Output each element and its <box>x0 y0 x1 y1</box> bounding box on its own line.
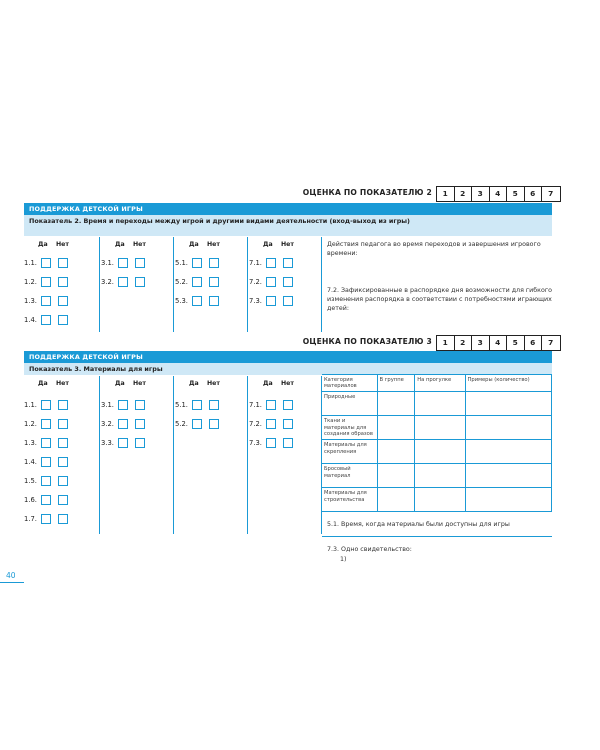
yes-label: Да <box>115 241 125 248</box>
no-checkbox[interactable] <box>209 400 219 410</box>
table-header-cell: В группе <box>377 375 415 392</box>
entry-cell[interactable] <box>465 464 552 488</box>
entry-cell[interactable] <box>377 488 415 512</box>
item-label: 1.4. <box>24 458 37 466</box>
table-header-cell: Примеры (количество) <box>465 375 552 392</box>
entry-cell[interactable] <box>377 392 415 416</box>
yes-checkbox[interactable] <box>266 400 276 410</box>
table-row <box>322 392 552 416</box>
score-option-4[interactable]: 4 <box>490 187 508 201</box>
table-header-cell: На прогулке <box>415 375 465 392</box>
schedule-flexibility-note: 7.2. Зафиксированные в распорядке дня возможности для гибкого изменения распорядка в соответствии с потребностями играющих детей: <box>327 287 552 312</box>
table-row <box>322 464 552 488</box>
score-option-3[interactable]: 3 <box>472 187 490 201</box>
yes-checkbox[interactable] <box>192 258 202 268</box>
score-option-3[interactable]: 3 <box>472 336 490 350</box>
item-label: 1.6. <box>24 496 37 504</box>
item-label: 5.2. <box>175 278 188 286</box>
no-checkbox[interactable] <box>135 277 145 287</box>
no-checkbox[interactable] <box>58 495 68 505</box>
entry-cell[interactable] <box>415 440 465 464</box>
score-row-indicator-3 <box>0 335 600 351</box>
no-label: Нет <box>207 380 220 387</box>
category-cell: Материалы для строительства <box>322 488 377 512</box>
item-label: 1.2. <box>24 278 37 286</box>
yes-checkbox[interactable] <box>266 438 276 448</box>
no-checkbox[interactable] <box>209 419 219 429</box>
entry-cell[interactable] <box>465 440 552 464</box>
yes-checkbox[interactable] <box>41 277 51 287</box>
yes-checkbox[interactable] <box>41 315 51 325</box>
category-cell: Материалы для скрепления <box>322 440 377 464</box>
entry-cell[interactable] <box>377 440 415 464</box>
item-label: 5.3. <box>175 297 188 305</box>
no-label: Нет <box>133 241 146 248</box>
item-label: 7.2. <box>249 420 262 428</box>
yes-label: Да <box>189 380 199 387</box>
entry-cell[interactable] <box>465 488 552 512</box>
score-option-7[interactable]: 7 <box>548 189 554 198</box>
checklist-column <box>249 237 322 332</box>
item-label: 5.2. <box>175 420 188 428</box>
table-row <box>322 488 552 512</box>
no-checkbox[interactable] <box>283 277 293 287</box>
category-cell: Природные <box>322 392 377 416</box>
yes-checkbox[interactable] <box>266 258 276 268</box>
indicator-title: Показатель 2. Время и переходы между игрой и другими видами деятельности (вход-выход из игры) <box>24 215 552 236</box>
no-checkbox[interactable] <box>58 258 68 268</box>
no-checkbox[interactable] <box>209 296 219 306</box>
no-label: Нет <box>281 380 294 387</box>
entry-cell[interactable] <box>415 416 465 440</box>
section-bar: ПОДДЕРЖКА ДЕТСКОЙ ИГРЫ <box>24 351 552 363</box>
item-label: 3.2. <box>101 420 114 428</box>
category-cell: Бросовый материал <box>322 464 377 488</box>
yes-label: Да <box>189 241 199 248</box>
item-label: 1.2. <box>24 420 37 428</box>
yes-label: Да <box>38 241 48 248</box>
no-checkbox[interactable] <box>209 258 219 268</box>
table-row <box>322 416 552 440</box>
no-checkbox[interactable] <box>58 419 68 429</box>
yes-checkbox[interactable] <box>118 277 128 287</box>
item-label: 1.1. <box>24 401 37 409</box>
no-checkbox[interactable] <box>58 277 68 287</box>
page-number-rule <box>0 582 24 583</box>
page-number: 40 <box>6 571 16 580</box>
item-label: 1.3. <box>24 439 37 447</box>
item-label: 7.2. <box>249 278 262 286</box>
yes-checkbox[interactable] <box>41 495 51 505</box>
item-label: 5.1. <box>175 259 188 267</box>
yes-checkbox[interactable] <box>192 296 202 306</box>
item-label: 1.1. <box>24 259 37 267</box>
checklist-column <box>101 237 174 332</box>
item-label: 3.1. <box>101 401 114 409</box>
checklist-column <box>24 376 100 534</box>
entry-cell[interactable] <box>415 464 465 488</box>
evidence-item: 1) <box>340 556 347 563</box>
no-checkbox[interactable] <box>283 419 293 429</box>
entry-cell[interactable] <box>465 392 552 416</box>
teacher-actions-note: Действия педагога во время переходов и завершения игрового времени: <box>327 241 541 257</box>
item-label: 7.1. <box>249 259 262 267</box>
yes-label: Да <box>115 380 125 387</box>
item-label: 5.1. <box>175 401 188 409</box>
divider <box>322 536 552 537</box>
yes-checkbox[interactable] <box>41 438 51 448</box>
yes-checkbox[interactable] <box>192 400 202 410</box>
checklist-column <box>101 376 174 534</box>
availability-time-note: 5.1. Время, когда материалы были доступны для игры <box>327 521 510 528</box>
score-option-6[interactable]: 6 <box>525 336 543 350</box>
item-label: 3.1. <box>101 259 114 267</box>
no-checkbox[interactable] <box>135 438 145 448</box>
item-label: 1.7. <box>24 515 37 523</box>
item-label: 3.2. <box>101 278 114 286</box>
yes-checkbox[interactable] <box>41 400 51 410</box>
yes-checkbox[interactable] <box>41 419 51 429</box>
materials-table <box>322 374 552 512</box>
checklist-column <box>175 237 248 332</box>
checklist-column <box>249 376 322 534</box>
table-header-row <box>322 375 552 392</box>
no-checkbox[interactable] <box>58 315 68 325</box>
yes-checkbox[interactable] <box>41 258 51 268</box>
no-checkbox[interactable] <box>58 296 68 306</box>
score-option-1[interactable]: 1 <box>437 187 455 201</box>
item-label: 1.5. <box>24 477 37 485</box>
score-option-2[interactable]: 2 <box>455 336 473 350</box>
score-option-2[interactable]: 2 <box>455 187 473 201</box>
item-label: 3.3. <box>101 439 114 447</box>
yes-checkbox[interactable] <box>118 419 128 429</box>
evidence-note: 7.3. Одно свидетельство: <box>327 546 412 553</box>
indicator-title: Показатель 3. Материалы для игры <box>24 363 552 375</box>
no-checkbox[interactable] <box>283 296 293 306</box>
no-label: Нет <box>207 241 220 248</box>
score-option-7[interactable]: 7 <box>548 338 554 347</box>
item-label: 1.3. <box>24 297 37 305</box>
no-checkbox[interactable] <box>58 476 68 486</box>
entry-cell[interactable] <box>377 416 415 440</box>
table-row <box>322 440 552 464</box>
score-option-1[interactable]: 1 <box>437 336 455 350</box>
score-option-5[interactable]: 5 <box>507 187 525 201</box>
no-checkbox[interactable] <box>58 457 68 467</box>
entry-cell[interactable] <box>377 464 415 488</box>
yes-checkbox[interactable] <box>41 514 51 524</box>
no-checkbox[interactable] <box>283 400 293 410</box>
yes-checkbox[interactable] <box>266 277 276 287</box>
entry-cell[interactable] <box>415 392 465 416</box>
yes-checkbox[interactable] <box>41 476 51 486</box>
no-label: Нет <box>56 380 69 387</box>
no-checkbox[interactable] <box>58 438 68 448</box>
score-title: ОЦЕНКА ПО ПОКАЗАТЕЛЮ 3 <box>302 337 432 346</box>
score-scale <box>436 335 561 351</box>
yes-checkbox[interactable] <box>118 438 128 448</box>
item-label: 7.3. <box>249 439 262 447</box>
yes-checkbox[interactable] <box>41 296 51 306</box>
score-scale <box>436 186 561 202</box>
yes-checkbox[interactable] <box>41 457 51 467</box>
yes-checkbox[interactable] <box>266 419 276 429</box>
no-checkbox[interactable] <box>58 514 68 524</box>
entry-cell[interactable] <box>415 488 465 512</box>
yes-label: Да <box>263 241 273 248</box>
score-row-indicator-2 <box>0 186 600 202</box>
score-title: ОЦЕНКА ПО ПОКАЗАТЕЛЮ 2 <box>302 188 432 197</box>
score-option-5[interactable]: 5 <box>507 336 525 350</box>
score-option-4[interactable]: 4 <box>490 336 508 350</box>
no-checkbox[interactable] <box>135 419 145 429</box>
yes-checkbox[interactable] <box>192 419 202 429</box>
no-checkbox[interactable] <box>283 438 293 448</box>
table-header-cell: Категория материалов <box>322 375 377 392</box>
yes-checkbox[interactable] <box>118 400 128 410</box>
no-checkbox[interactable] <box>135 400 145 410</box>
item-label: 1.4. <box>24 316 37 324</box>
no-label: Нет <box>56 241 69 248</box>
yes-checkbox[interactable] <box>266 296 276 306</box>
checklist-column <box>24 237 100 332</box>
no-checkbox[interactable] <box>58 400 68 410</box>
checklist-column <box>175 376 248 534</box>
section-bar: ПОДДЕРЖКА ДЕТСКОЙ ИГРЫ <box>24 203 552 215</box>
yes-checkbox[interactable] <box>118 258 128 268</box>
no-label: Нет <box>133 380 146 387</box>
yes-label: Да <box>263 380 273 387</box>
no-checkbox[interactable] <box>135 258 145 268</box>
no-label: Нет <box>281 241 294 248</box>
yes-checkbox[interactable] <box>192 277 202 287</box>
item-label: 7.1. <box>249 401 262 409</box>
no-checkbox[interactable] <box>209 277 219 287</box>
item-label: 7.3. <box>249 297 262 305</box>
yes-label: Да <box>38 380 48 387</box>
no-checkbox[interactable] <box>283 258 293 268</box>
score-option-6[interactable]: 6 <box>525 187 543 201</box>
entry-cell[interactable] <box>465 416 552 440</box>
category-cell: Ткани и материалы для создания образов <box>322 416 377 440</box>
